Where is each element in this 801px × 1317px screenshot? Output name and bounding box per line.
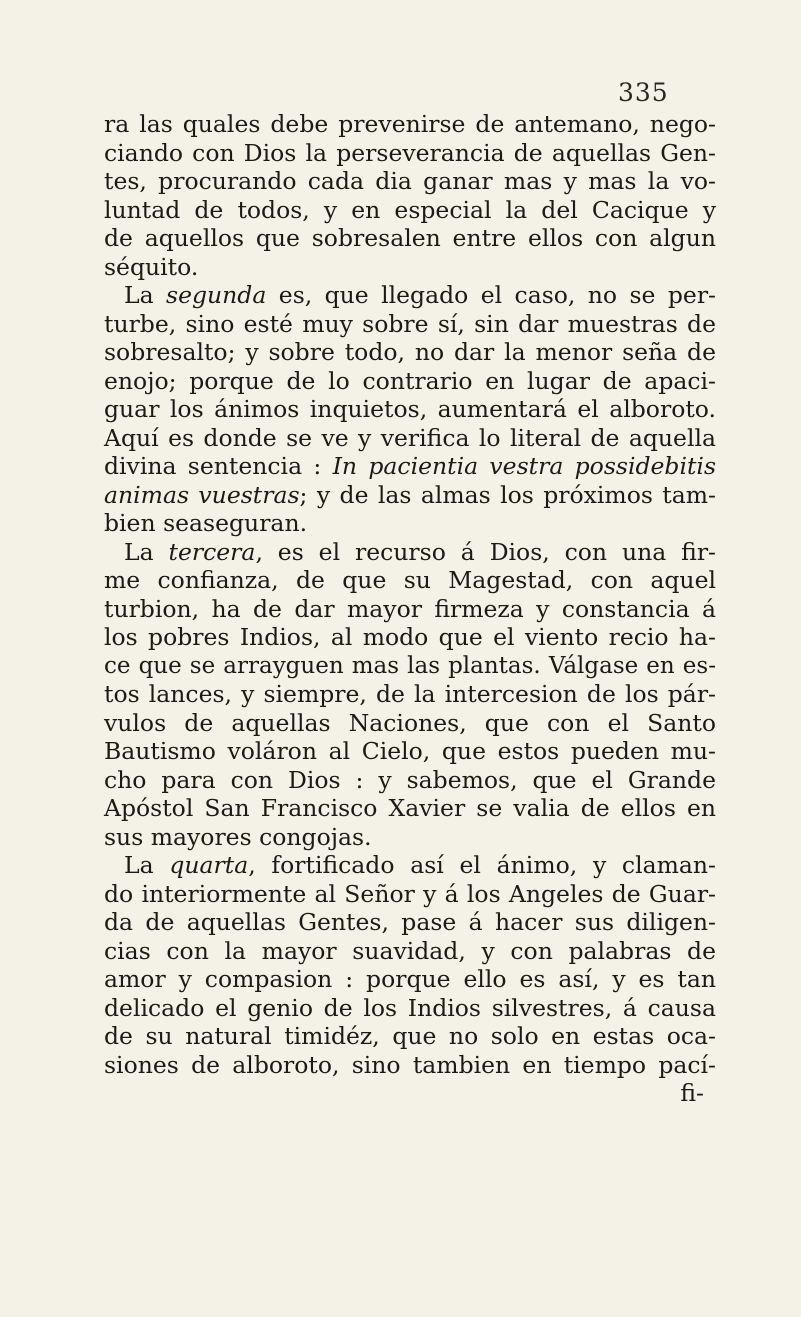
italic-emphasis: tercera xyxy=(168,537,256,566)
text-line: da de aquellas Gentes, pase á hacer sus diligen- xyxy=(104,908,716,936)
text-line xyxy=(104,851,716,880)
text-line: sobresalto; y sobre todo, no dar la menor seña de xyxy=(104,338,716,366)
text-line: me confianza, de que su Magestad, con aquel xyxy=(104,566,716,594)
text-segment: La xyxy=(124,851,170,879)
text-line: luntad de todos, y en especial la del Cacique y xyxy=(104,195,716,224)
text-line: sus mayores congojas. xyxy=(104,822,372,851)
italic-emphasis: In pacientia vestra possidebitis xyxy=(332,452,716,480)
text-line: de su natural timidéz, que no solo en estas oca- xyxy=(104,1022,716,1050)
text-line: delicado el genio de los Indios silvestres, á causa xyxy=(104,993,716,1022)
text-line: vulos de aquellas Naciones, que con el Santo xyxy=(104,708,716,737)
catchword: fi- xyxy=(680,1079,704,1107)
text-line: Bautismo voláron al Cielo, que estos pueden mu- xyxy=(104,737,716,765)
text-segment: La xyxy=(124,537,169,566)
text-line: enojo; porque de lo contrario en lugar de apaci- xyxy=(104,366,716,395)
text-line xyxy=(104,538,716,567)
text-line: cho para con Dios : y sabemos, que el Grande xyxy=(104,765,716,794)
text-line xyxy=(104,281,716,310)
text-line: siones de alboroto, sino tambien en tiempo pací- xyxy=(104,1050,716,1079)
text-line xyxy=(104,481,716,510)
text-line: guar los ánimos inquietos, aumentará el alboroto. xyxy=(104,395,716,423)
text-line: do interiormente al Señor y á los Angeles de Guar- xyxy=(104,879,716,908)
text-line: Apóstol San Francisco Xavier se valia de ellos en xyxy=(104,794,716,822)
text-segment: La xyxy=(124,281,167,309)
text-segment: ; y de las almas los próximos tam- xyxy=(299,480,716,509)
text-line: los pobres Indios, al modo que el viento recio ha- xyxy=(104,623,716,651)
text-segment: divina sentencia : xyxy=(104,452,333,480)
text-line: bien seaseguran. xyxy=(104,509,308,537)
text-line: ce que se arrayguen mas las plantas. Válgase en es- xyxy=(104,652,716,679)
text-line: tes, procurando cada dia ganar mas y mas la vo- xyxy=(104,167,716,195)
text-segment: , es el recurso á Dios, con una fir- xyxy=(255,537,716,566)
text-line: turbe, sino esté muy sobre sí, sin dar muestras de xyxy=(104,309,716,338)
text-line: séquito. xyxy=(104,252,199,281)
italic-emphasis: quarta xyxy=(169,851,249,879)
body-text xyxy=(104,110,716,1108)
text-line: tos lances, y siempre, de la intercesion de los pár- xyxy=(104,680,716,708)
page-number: 335 xyxy=(618,78,669,107)
text-line: ciando con Dios la perseverancia de aquellas Gen- xyxy=(104,138,716,167)
text-line: de aquellos que sobresalen entre ellos con algun xyxy=(104,224,716,252)
text-line: ra las quales debe prevenirse de antemano, nego- xyxy=(104,110,716,138)
text-line: Aquí es donde se ve y verifica lo literal de aquella xyxy=(104,423,716,452)
text-line: turbion, ha de dar mayor firmeza y constancia á xyxy=(104,594,716,623)
italic-emphasis: animas vuestras xyxy=(104,480,300,509)
text-line: amor y compasion : porque ello es así, y es tan xyxy=(104,965,716,993)
text-segment: , fortificado así el ánimo, y claman- xyxy=(248,851,716,879)
text-line xyxy=(104,452,716,481)
text-line: cias con la mayor suavidad, y con palabras de xyxy=(104,936,716,965)
italic-emphasis: segunda xyxy=(166,281,267,309)
text-segment: es, que llegado el caso, no se per- xyxy=(266,281,716,309)
